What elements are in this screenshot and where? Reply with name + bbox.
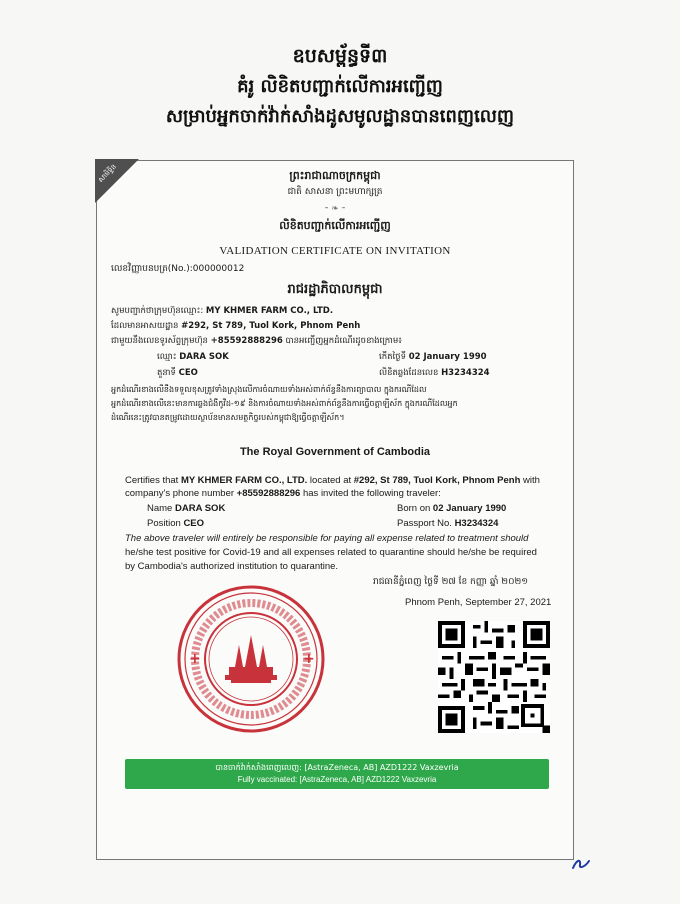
issue-date-kh: រាជធានីភ្នំពេញ ថ្ងៃទី ២៧ ខែ កញ្ញា ឆ្នាំ ២០២១	[373, 577, 529, 587]
en-passport-field: Passport No. H3234324	[397, 518, 499, 529]
kh-responsibility-line-1: អ្នកដំណើរខាងលើនឹងទទួលខុសត្រូវទាំងស្រុងលើការចំណាយទាំងអស់ពាក់ព័ន្ធនឹងការព្យាបាល ក្នុងករណីដែល	[111, 385, 427, 394]
kh-passport-field: លិខិតឆ្លងដែនលេខ H3234324	[379, 368, 490, 378]
en-responsibility-line-3: by Cambodia's authorized institution to quarantine.	[125, 561, 339, 572]
issue-date-en: Phnom Penh, September 27, 2021	[405, 597, 552, 608]
svg-text:+: +	[189, 651, 201, 667]
pen-mark	[571, 857, 593, 871]
reference-number: លេខវិញ្ញាបនបត្រ(No.):000000012	[111, 264, 245, 274]
en-responsibility-line-2: he/she test positive for Covid-19 and all expenses related to quarantine should he/she be required	[125, 547, 537, 558]
annex-number: ឧបសម្ព័ន្ធទី៣	[292, 45, 388, 67]
svg-text:+: +	[303, 651, 315, 667]
vaccination-status-kh: បានចាក់វ៉ាក់សាំងពេញលេញ: [AstraZeneca, AB] AZD1222 Vaxzevria	[215, 763, 459, 772]
kh-born-field: កើតថ្ងៃទី 02 January 1990	[379, 352, 487, 362]
en-phone-line: company's phone number +85592888296 has invited the following traveler:	[125, 488, 441, 499]
ornament-divider: ⁃ ❧ ⁃	[324, 203, 346, 213]
official-seal	[175, 583, 327, 735]
corner-tag: សាមិទ្ធិន	[95, 159, 139, 203]
vaccination-status-en: Fully vaccinated: [AstraZeneca, AB] AZD1222 Vaxzevria	[237, 775, 437, 784]
certificate-title-kh: លិខិតបញ្ជាក់លើការអញ្ជើញ	[279, 219, 391, 232]
kh-responsibility-line-3: ដំណើរនេះត្រូវបានតម្រូវដោយស្ថាប័នមានសមត្ថកិច្ចរបស់កម្ពុជាឱ្យធ្វើចត្តាឡីស័ក។	[111, 413, 345, 422]
kh-address-line: ដែលមានអាសយដ្ឋាន #292, St 789, Tuol Kork, Phnom Penh	[111, 321, 361, 331]
qr-code	[437, 621, 551, 733]
certificate-card	[96, 160, 574, 860]
kh-responsibility-line-2: អ្នកដំណើរខាងលើនេះមានការឆ្លងជំងឺកូវីដ-១៩ និងការចំណាយទាំងអស់ពាក់ព័ន្ធនឹងការធ្វើចត្តាឡីស័ក ក្នុងករណីដែលអ្នក	[111, 399, 458, 408]
kh-position-field: តួនាទី CEO	[157, 368, 198, 378]
en-responsibility-line-1: The above traveler will entirely be responsible for paying all expense related to treatment should	[125, 533, 529, 544]
en-position-field: Position CEO	[147, 518, 205, 529]
annex-subtitle: សម្រាប់អ្នកចាក់វ៉ាក់សាំងដូសមូលដ្ឋានបានពេញលេញ	[165, 106, 515, 127]
en-company-line: Certifies that MY KHMER FARM CO., LTD. located at #292, St 789, Tuol Kork, Phnom Penh with	[125, 475, 540, 486]
government-heading-en: The Royal Government of Cambodia	[239, 446, 431, 458]
kh-name-field: ឈ្មោះ DARA SOK	[157, 352, 229, 362]
kh-company-line: សូមបញ្ជាក់ថាក្រុមហ៊ុនឈ្មោះ: MY KHMER FARM CO., LTD.	[111, 306, 334, 316]
kh-phone-line: ជាមួយនឹងលេខទូរស័ព្ទក្រុមហ៊ុន +85592888296 បានអញ្ជើញអ្នកដំណើរដូចខាងក្រោម៖	[111, 336, 403, 346]
kingdom-heading: ព្រះរាជាណាចក្រកម្ពុជា	[289, 169, 381, 182]
en-born-field: Born on 02 January 1990	[397, 503, 507, 514]
annex-title: គំរូ លិខិតបញ្ជាក់លើការអញ្ជើញ	[237, 76, 443, 97]
en-name-field: Name DARA SOK	[147, 503, 226, 514]
national-motto: ជាតិ សាសនា ព្រះមហាក្សត្រ	[287, 187, 383, 197]
certificate-title-en: VALIDATION CERTIFICATE ON INVITATION	[219, 245, 451, 257]
government-heading-kh: រាជរដ្ឋាភិបាលកម្ពុជា	[287, 282, 383, 297]
vaccination-status-banner	[125, 759, 549, 789]
